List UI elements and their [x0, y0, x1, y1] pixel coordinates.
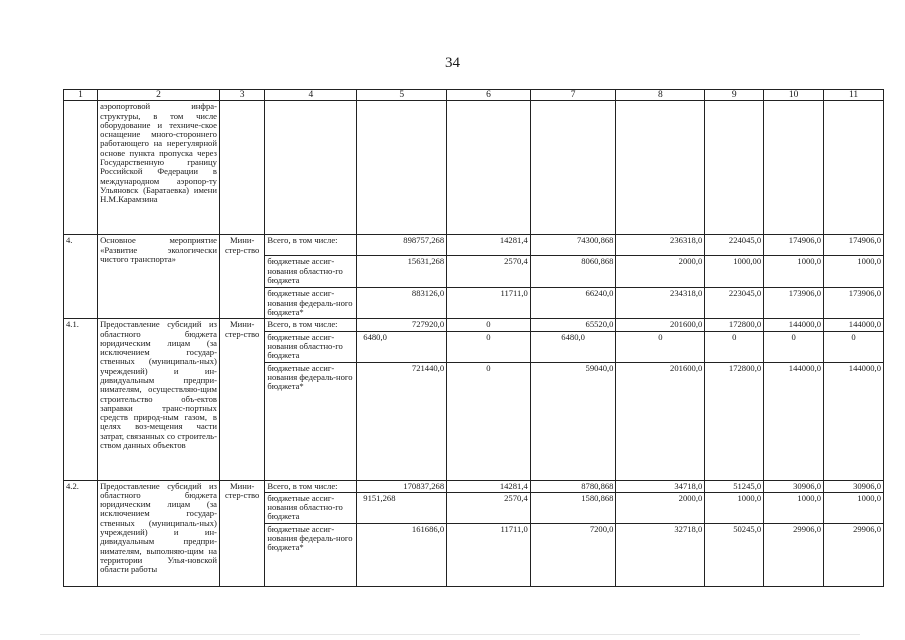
value-cell: 0 — [447, 331, 531, 362]
value-cell: 29906,0 — [824, 523, 884, 586]
value-cell: 11711,0 — [447, 523, 531, 586]
value-cell: 15631,268 — [357, 256, 447, 288]
value-cell: 727920,0 — [357, 319, 447, 331]
funding-source: бюджетные ассиг-нования областно-го бюджета — [265, 492, 357, 523]
funding-source: бюджетные ассиг-нования федераль-ного бюджета* — [265, 288, 357, 319]
value-cell: 7200,0 — [530, 523, 616, 586]
value-cell: 898757,268 — [357, 235, 447, 256]
value-cell: 1000,0 — [764, 492, 824, 523]
value-cell: 30906,0 — [824, 480, 884, 492]
column-number: 8 — [616, 90, 705, 101]
column-number: 2 — [98, 90, 220, 101]
measure-name: Предоставление субсидий из областного бюджета юридическим лицам (за исключением государ-ственных (муниципаль-ных) учреждений) и ин-дивидуальным предпри-нимателям, выполняю-щим на территории Улья-новской области работы — [98, 480, 220, 586]
value-cell: 11711,0 — [447, 288, 531, 319]
value-cell: 1000,0 — [764, 256, 824, 288]
value-cell: 144000,0 — [764, 362, 824, 480]
scan-artifact — [40, 634, 860, 635]
value-cell: 6480,0 — [357, 331, 447, 362]
value-cell: 236318,0 — [616, 235, 705, 256]
value-cell: 201600,0 — [616, 319, 705, 331]
value-cell: 201600,0 — [616, 362, 705, 480]
table-row — [64, 235, 884, 256]
page-number: 34 — [445, 55, 460, 71]
value-cell: 170837,268 — [357, 480, 447, 492]
value-cell: 234318,0 — [616, 288, 705, 319]
value-cell: 2000,0 — [616, 256, 705, 288]
value-cell: 2570,4 — [447, 492, 531, 523]
funding-source: бюджетные ассиг-нования федераль-ного бюджета* — [265, 523, 357, 586]
value-cell: 883126,0 — [357, 288, 447, 319]
column-number: 5 — [357, 90, 447, 101]
value-cell: 32718,0 — [616, 523, 705, 586]
continuation-row — [64, 101, 884, 235]
measure-name: Основное мероприятие «Развитие экологически чистого транспорта» — [98, 235, 220, 319]
value-cell: 59040,0 — [530, 362, 616, 480]
continuation-text: аэропортовой инфра-структуры, в том числе оборудование и техниче-ское оснащение много-стороннего работающего на нерегулярной основе пункта пропуска через Государственную границу Российской Федерации в международном аэропор-ту Ульяновск (Баратаевка) имени Н.М.Карамзина — [98, 101, 220, 235]
value-cell: 8060,868 — [530, 256, 616, 288]
value-cell: 66240,0 — [530, 288, 616, 319]
budget-table — [63, 89, 884, 587]
table-row — [64, 319, 884, 331]
value-cell: 721440,0 — [357, 362, 447, 480]
value-cell: 0 — [616, 331, 705, 362]
value-cell: 144000,0 — [824, 362, 884, 480]
value-cell: 1000,00 — [705, 256, 764, 288]
funding-source: бюджетные ассиг-нования областно-го бюджета — [265, 256, 357, 288]
column-number: 11 — [824, 90, 884, 101]
column-number: 4 — [265, 90, 357, 101]
value-cell: 0 — [824, 331, 884, 362]
column-numbers-row — [64, 90, 884, 101]
value-cell: 51245,0 — [705, 480, 764, 492]
funding-source: Всего, в том числе: — [265, 480, 357, 492]
column-number: 9 — [705, 90, 764, 101]
value-cell: 173906,0 — [764, 288, 824, 319]
value-cell: 1000,0 — [824, 492, 884, 523]
value-cell: 34718,0 — [616, 480, 705, 492]
value-cell: 1000,0 — [705, 492, 764, 523]
column-number: 3 — [219, 90, 264, 101]
value-cell: 172800,0 — [705, 319, 764, 331]
value-cell: 144000,0 — [824, 319, 884, 331]
value-cell: 0 — [764, 331, 824, 362]
column-number: 1 — [64, 90, 98, 101]
value-cell: 1580,868 — [530, 492, 616, 523]
column-number: 7 — [530, 90, 616, 101]
executor: Мини-стер-ство — [219, 319, 264, 480]
funding-source: бюджетные ассиг-нования областно-го бюджета — [265, 331, 357, 362]
table-row — [64, 480, 884, 492]
value-cell: 1000,0 — [824, 256, 884, 288]
value-cell: 144000,0 — [764, 319, 824, 331]
value-cell: 14281,4 — [447, 480, 531, 492]
value-cell: 8780,868 — [530, 480, 616, 492]
value-cell: 172800,0 — [705, 362, 764, 480]
funding-source: Всего, в том числе: — [265, 319, 357, 331]
funding-source: бюджетные ассиг-нования федераль-ного бюджета* — [265, 362, 357, 480]
column-number: 6 — [447, 90, 531, 101]
value-cell: 2000,0 — [616, 492, 705, 523]
value-cell: 223045,0 — [705, 288, 764, 319]
executor: Мини-стер-ство — [219, 235, 264, 319]
value-cell: 74300,868 — [530, 235, 616, 256]
row-number: 4.1. — [64, 319, 98, 480]
value-cell: 0 — [447, 362, 531, 480]
value-cell: 9151,268 — [357, 492, 447, 523]
column-number: 10 — [764, 90, 824, 101]
value-cell: 2570,4 — [447, 256, 531, 288]
value-cell: 224045,0 — [705, 235, 764, 256]
value-cell: 173906,0 — [824, 288, 884, 319]
row-number: 4. — [64, 235, 98, 319]
value-cell: 50245,0 — [705, 523, 764, 586]
measure-name: Предоставление субсидий из областного бюджета юридическим лицам (за исключением государ-ственных (муниципаль-ных) учреждений) и ин-дивидуальным предпри-нимателям, осуществляю-щим строительство объ-ектов заправки транс-портных средств природ-ным газом, в целях воз-мещения части затрат, связанных со строитель-ством данных объектов — [98, 319, 220, 480]
value-cell: 30906,0 — [764, 480, 824, 492]
funding-source: Всего, в том числе: — [265, 235, 357, 256]
value-cell: 174906,0 — [764, 235, 824, 256]
value-cell: 0 — [705, 331, 764, 362]
value-cell: 174906,0 — [824, 235, 884, 256]
value-cell: 0 — [447, 319, 531, 331]
value-cell: 29906,0 — [764, 523, 824, 586]
value-cell: 14281,4 — [447, 235, 531, 256]
value-cell: 161686,0 — [357, 523, 447, 586]
value-cell: 65520,0 — [530, 319, 616, 331]
row-number: 4.2. — [64, 480, 98, 586]
executor: Мини-стер-ство — [219, 480, 264, 586]
value-cell: 6480,0 — [530, 331, 616, 362]
